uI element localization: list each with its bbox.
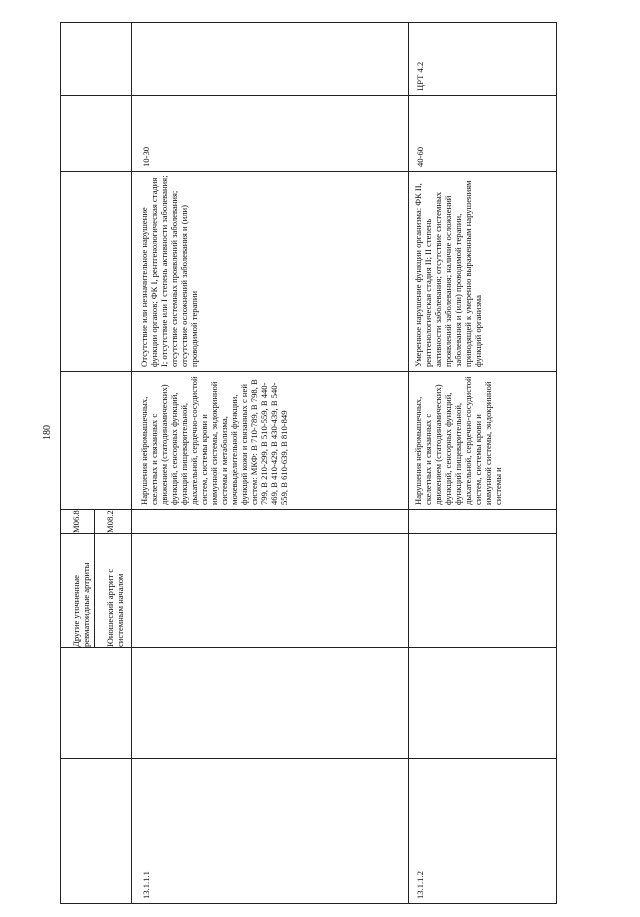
row-description: Умеренное нарушение функции организма: ФК II, рентгенологическая стадия II; II степень активности заболевания; отсутствие системных проявлений заболевания; наличие осложнений заболевания и (или) проводимой терапии, приводящей к умеренно выраженным нарушениям функций организма xyxy=(413,180,483,367)
row-percent: 40-60 xyxy=(415,146,425,167)
row-description: Отсутствие или незначительное нарушение функции органов; ФК I, рентгенологическая стадия I; отсутствие или I степень активности заболевания; отсутствие системных проявлений заболевания; отсутствие осложнений заболевания и (или) проводимой терапии xyxy=(139,175,199,367)
table xyxy=(60,22,557,904)
grid-line xyxy=(61,533,556,534)
grid-line xyxy=(94,509,95,647)
grid-line xyxy=(131,23,132,903)
grid-line xyxy=(61,647,556,648)
row-extra: ЦРТ 4.2 xyxy=(415,61,425,91)
grid-line xyxy=(61,171,556,172)
page-number: 180 xyxy=(42,425,53,440)
row-code: 13.1.1.1 xyxy=(141,871,151,899)
grid-line xyxy=(61,371,556,372)
row-percent: 10-30 xyxy=(141,146,151,167)
row-impairment: Нарушения нейромышечных, скелетных и связанных с движением (статодинамических) функций, сенсорных функций, функций пищеварительной, дыхательной, сердечно-сосудистой систем, системы крови и иммунной системы, эндокринной системы и xyxy=(413,376,503,505)
grid-line xyxy=(61,758,556,759)
header-disease-2: Юношеский артрит с системным началом xyxy=(105,568,125,647)
header-disease-1: Другие уточненные ревматоидные артриты xyxy=(71,562,91,647)
grid-line xyxy=(61,95,556,96)
header-code-1: M06.8 xyxy=(71,510,81,533)
row-impairment: Нарушения нейромышечных, скелетных и связанных с движением (статодинамических) функций, сенсорных функций, функций пищеварительной, дыхательной, сердечно-сосудистой систем, системы крови и иммунной системы, эндокринной системы и метаболизма, мочевыделительной функции, функций кожи и связанных с ней систем: МКФ: В 710-789, В 798, В 799, В 210-299, В 510-559, В 440-469, В 410-429, В 430-439, В 540-559, В 610-639, В 810-849 xyxy=(139,376,289,505)
row-code: 13.1.1.2 xyxy=(415,871,425,899)
grid-line xyxy=(61,509,556,510)
header-code-2: M08.2 xyxy=(105,510,115,533)
grid-line xyxy=(408,23,409,903)
